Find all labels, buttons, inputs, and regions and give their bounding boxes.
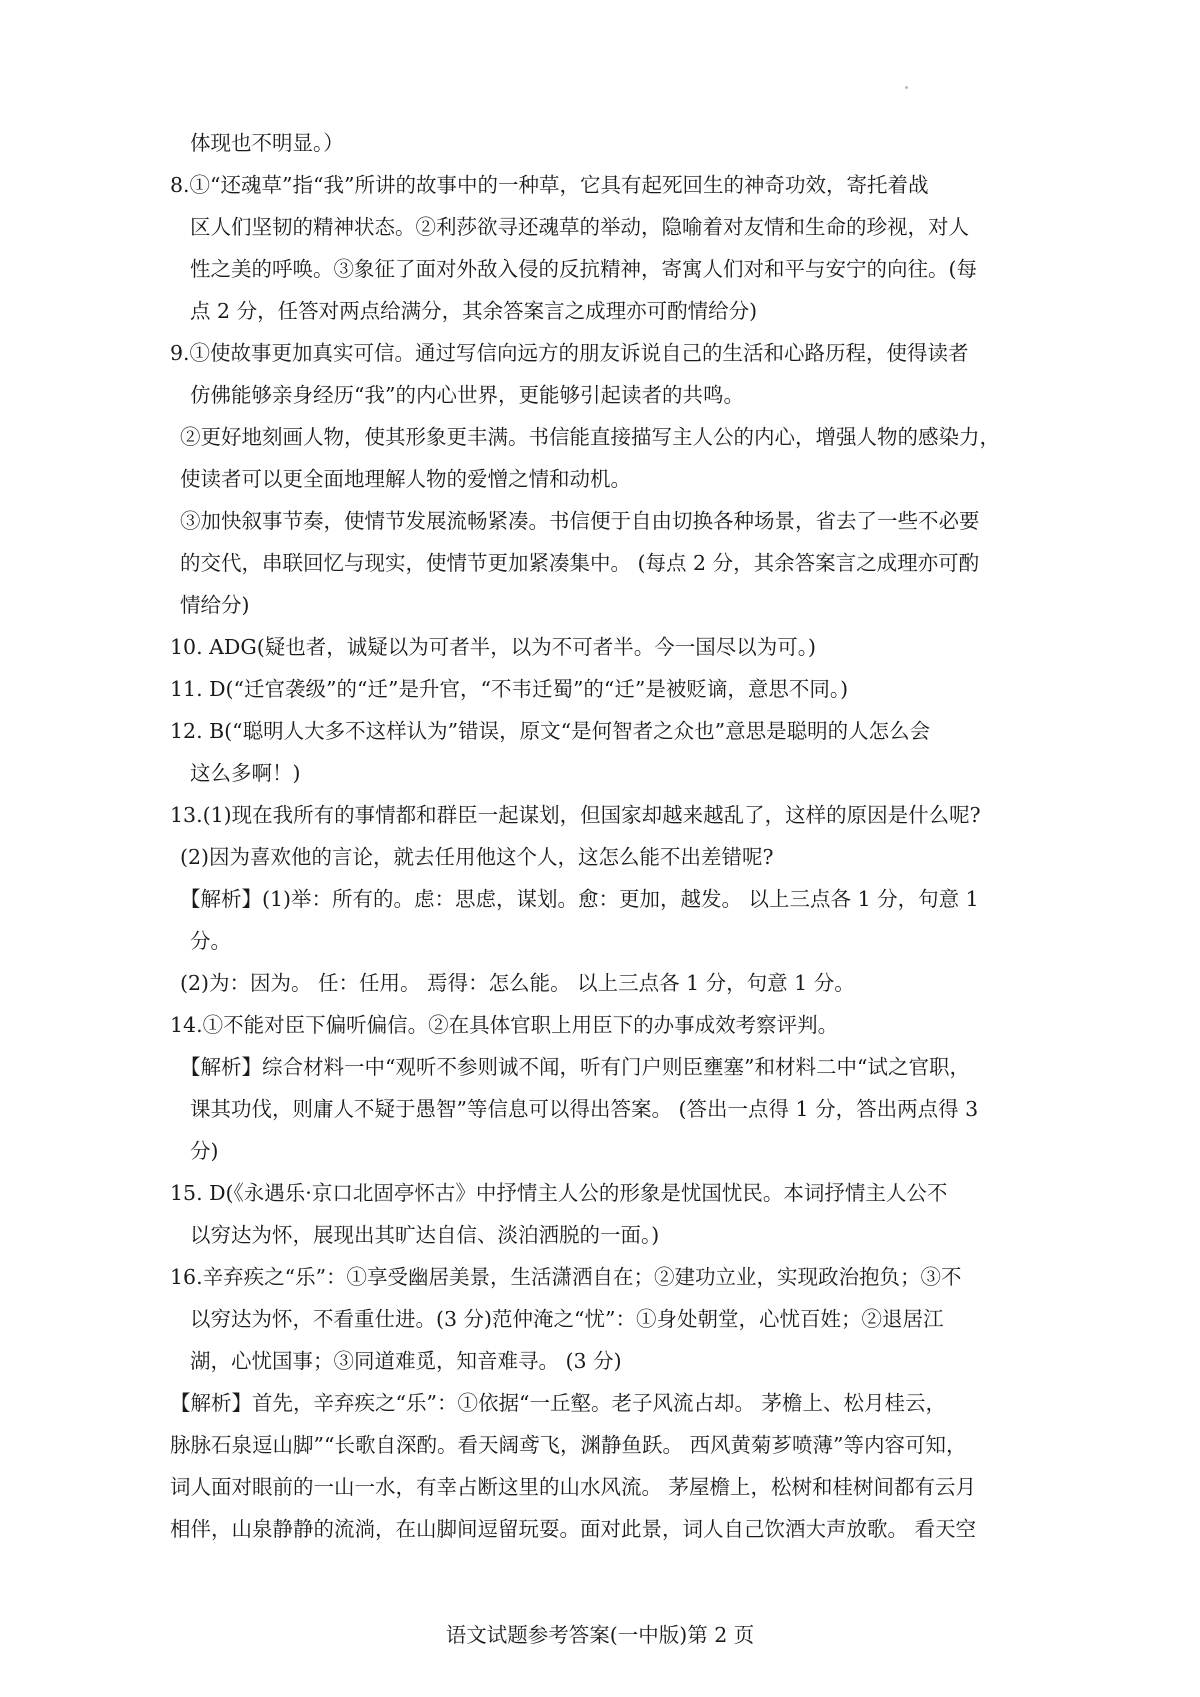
text-line: 以穷达为怀，展现出其旷达自信、淡泊洒脱的一面。) (190, 1223, 660, 1247)
text-line: 8.①“还魂草”指“我”所讲的故事中的一种草，它具有起死回生的神奇功效，寄托着战 (170, 173, 929, 197)
text-line: ②更好地刻画人物，使其形象更丰满。书信能直接描写主人公的内心，增强人物的感染力， (180, 425, 1000, 449)
text-line: 相伴，山泉静静的流淌，在山脚间逗留玩耍。面对此景，词人自己饮酒大声放歌。 看天空 (170, 1517, 977, 1541)
text-line: 14.①不能对臣下偏听偏信。②在具体官职上用臣下的办事成效考察评判。 (170, 1013, 839, 1037)
text-line: 课其功伐，则庸人不疑于愚智”等信息可以得出答案。 (答出一点得 1 分，答出两点得 3 (190, 1097, 979, 1121)
text-line: 15. D(《永遇乐·京口北固亭怀古》中抒情主人公的形象是忧国忧民。本词抒情主人公不 (170, 1181, 948, 1205)
text-line: ③加快叙事节奏，使情节发展流畅紧凑。书信便于自由切换各种场景，省去了一些不必要 (180, 509, 980, 533)
page-footer: 语文试题参考答案(一中版)第 2 页 (445, 1623, 755, 1647)
scan-speck (905, 86, 908, 89)
text-line: 点 2 分，任答对两点给满分，其余答案言之成理亦可酌情给分) (190, 299, 758, 323)
text-line: 以穷达为怀，不看重仕进。(3 分)范仲淹之“忧”：①身处朝堂，心忧百姓；②退居江 (190, 1307, 944, 1331)
text-line: 情给分) (180, 593, 250, 617)
text-line: 脉脉石泉逗山脚”“长歌自深酌。看天阔鸢飞，渊静鱼跃。 西风黄菊芗喷薄”等内容可知， (170, 1433, 967, 1457)
text-line: 这么多啊！) (190, 761, 301, 785)
text-line: 16.辛弃疾之“乐”：①享受幽居美景，生活潇洒自在；②建功立业，实现政治抱负；③不 (170, 1265, 962, 1289)
text-line: 仿佛能够亲身经历“我”的内心世界，更能够引起读者的共鸣。 (190, 383, 744, 407)
text-line: 词人面对眼前的一山一水，有幸占断这里的山水风流。 茅屋檐上，松树和桂树间都有云月 (170, 1475, 977, 1499)
text-line: 分) (190, 1139, 219, 1163)
text-line: 使读者可以更全面地理解人物的爱憎之情和动机。 (180, 467, 631, 491)
text-line: 12. B(“聪明人大多不这样认为”错误，原文“是何智者之众也”意思是聪明的人怎么会 (170, 719, 931, 743)
text-line: 13.(1)现在我所有的事情都和群臣一起谋划，但国家却越来越乱了，这样的原因是什么呢? (170, 803, 981, 827)
text-line: 性之美的呼唤。③象征了面对外敌入侵的反抗精神，寄寓人们对和平与安宁的向往。(每 (190, 257, 977, 281)
text-line: 9.①使故事更加真实可信。通过写信向远方的朋友诉说自己的生活和心路历程，使得读者 (170, 341, 969, 365)
text-line: 区人们坚韧的精神状态。②利莎欲寻还魂草的举动，隐喻着对友情和生命的珍视，对人 (190, 215, 969, 239)
text-line: 分。 (190, 929, 231, 953)
text-line: (2)为：因为。 任：任用。 焉得：怎么能。 以上三点各 1 分，句意 1 分。 (180, 971, 855, 995)
text-line: 10. ADG(疑也者，诚疑以为可者半，以为不可者半。今一国尽以为可。) (170, 635, 816, 659)
text-line: 【解析】首先，辛弃疾之“乐”：①依据“一丘壑。老子风流占却。 茅檐上、松月桂云， (170, 1391, 946, 1415)
text-line: 11. D(“迁官袭级”的“迁”是升官，“不韦迁蜀”的“迁”是被贬谪，意思不同。) (170, 677, 849, 701)
text-line: 【解析】(1)举：所有的。虑：思虑，谋划。愈：更加，越发。 以上三点各 1 分，句意 1 (180, 887, 979, 911)
text-line: 【解析】综合材料一中“观听不参则诚不闻，听有门户则臣壅塞”和材料二中“试之官职， (180, 1055, 970, 1079)
text-line: 体现也不明显。） (190, 131, 344, 155)
text-line: 的交代，串联回忆与现实，使情节更加紧凑集中。 (每点 2 分，其余答案言之成理亦可酌 (180, 551, 980, 575)
text-line: (2)因为喜欢他的言论，就去任用他这个人，这怎么能不出差错呢? (180, 845, 774, 869)
text-line: 湖，心忧国事；③同道难觅，知音难寻。 (3 分) (190, 1349, 622, 1373)
